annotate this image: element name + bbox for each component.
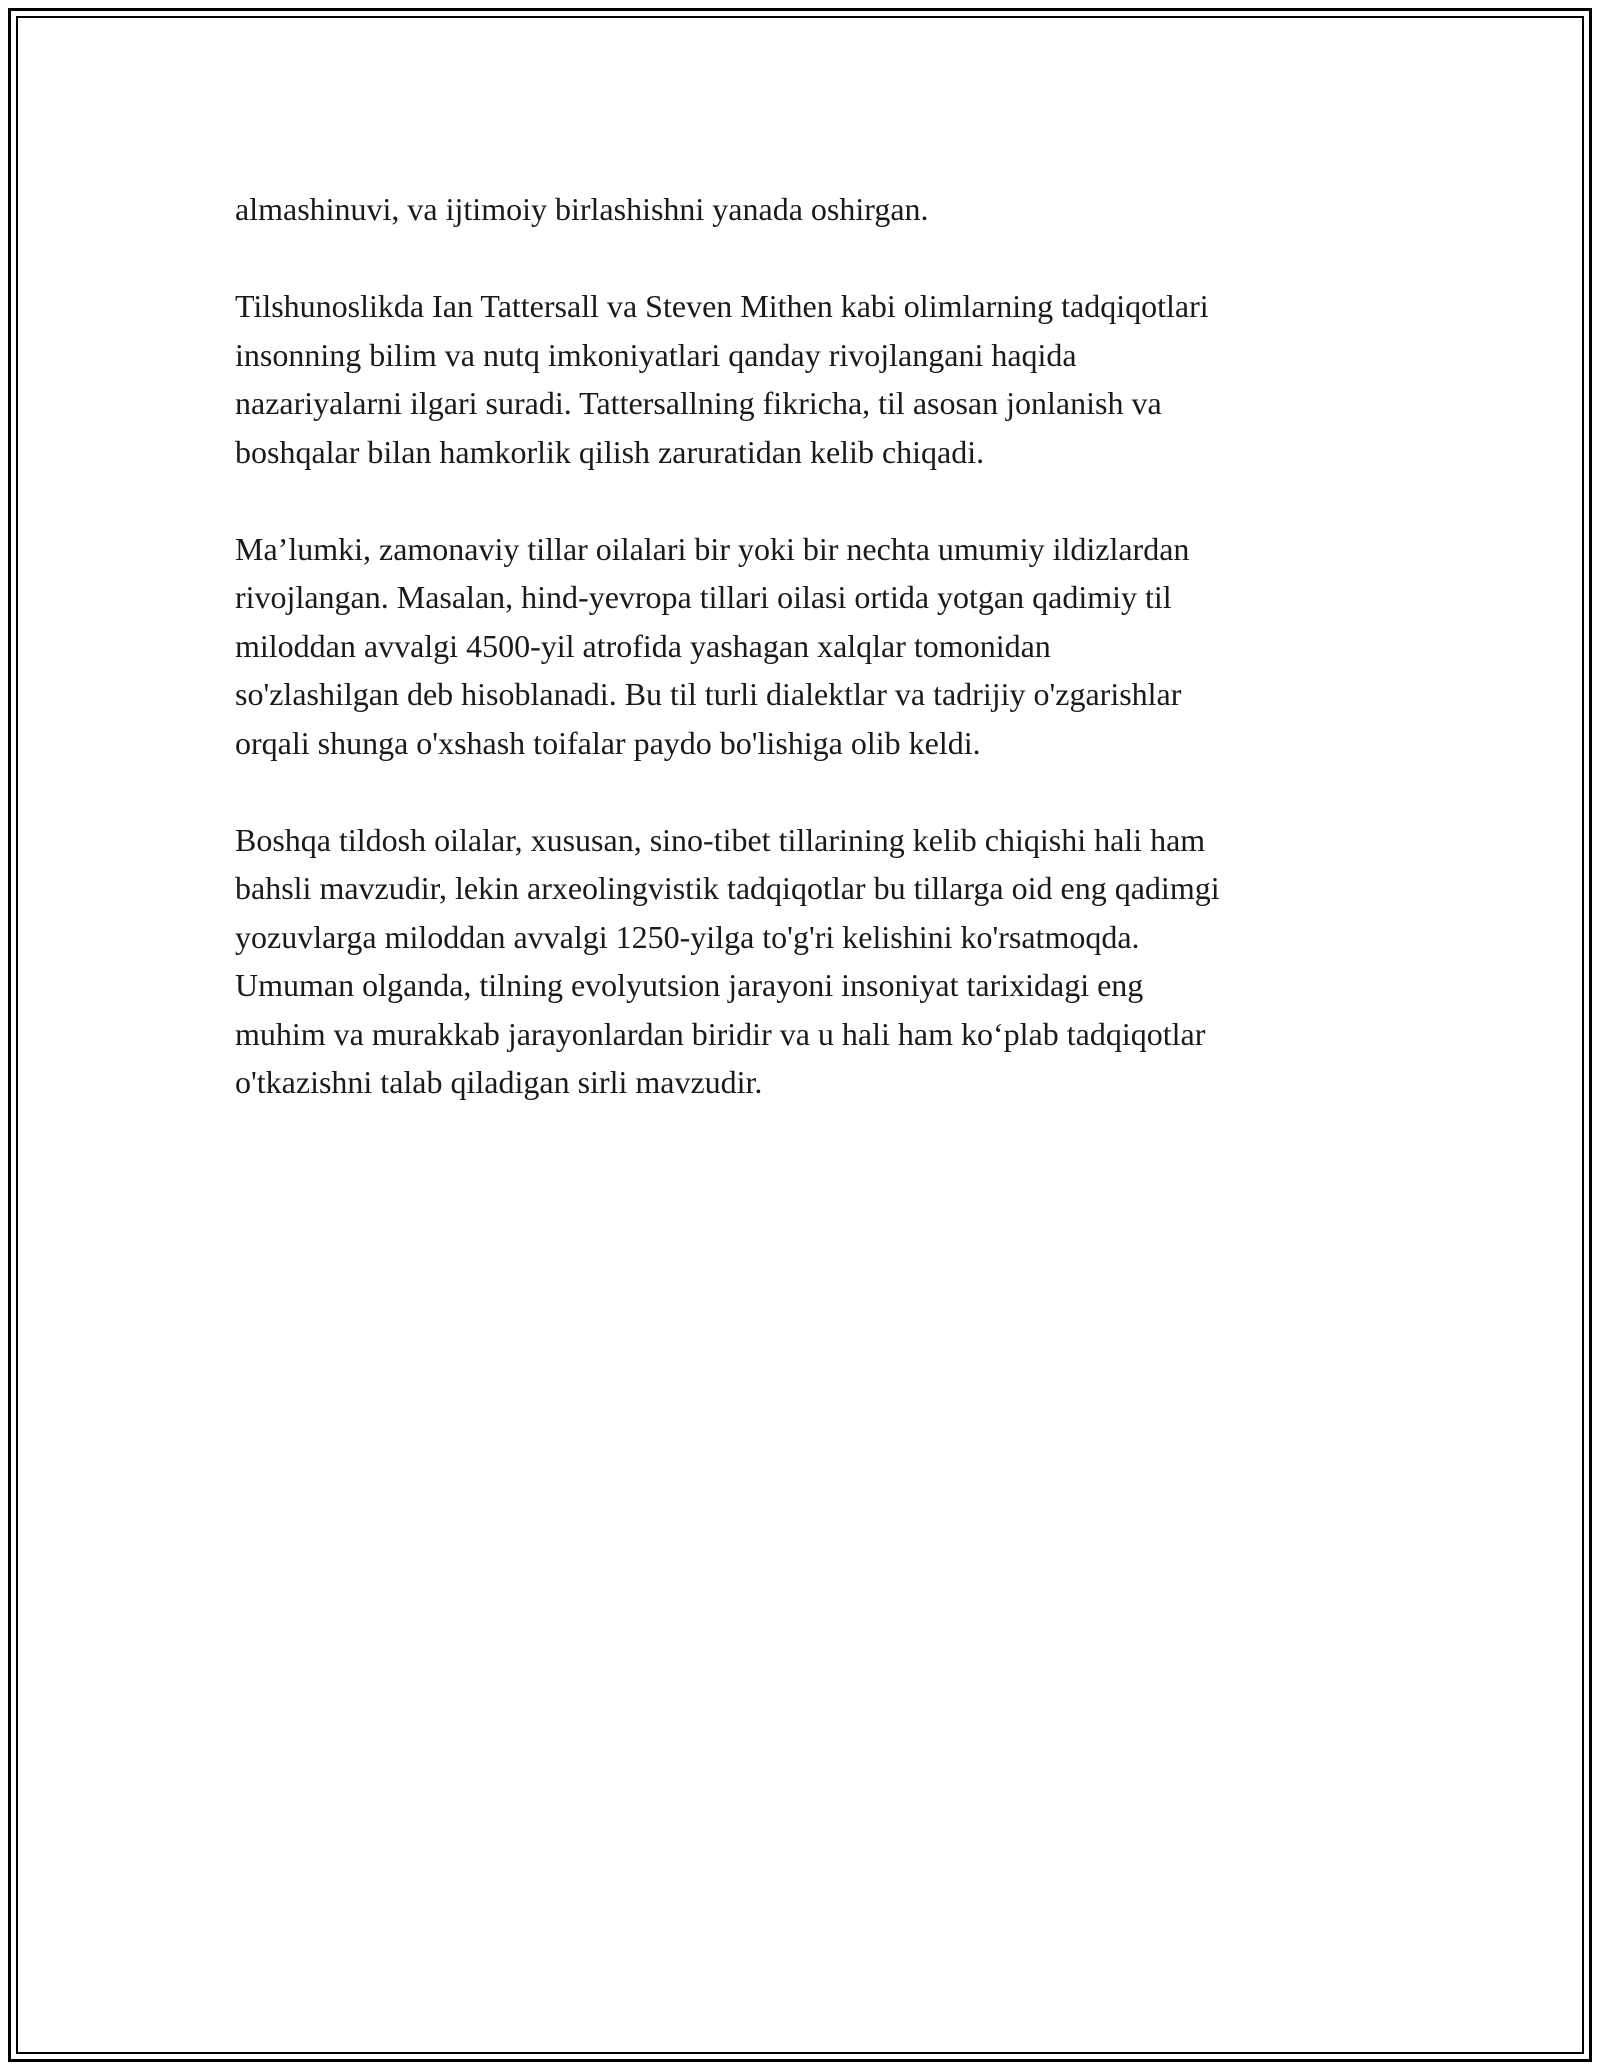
- paragraph-2: [235, 282, 1385, 476]
- text-line: Tilshunoslikda Ian Tattersall va Steven Mithen kabi olimlarning tadqiqotlari: [235, 288, 1209, 324]
- text-line: yozuvlarga miloddan avvalgi 1250-yilga to'g'ri kelishini ko'rsatmoqda.: [235, 918, 1140, 955]
- text-line: nazariyalarni ilgari suradi. Tattersallning fikricha, til asosan jonlanish va: [235, 385, 1162, 421]
- text-line: Ma’lumki, zamonaviy tillar oilalari bir yoki bir nechta umumiy ildizlardan: [235, 530, 1190, 567]
- text-line: bahsli mavzudir, lekin arxeolingvistik tadqiqotlar bu tillarga oid eng qadimgi: [235, 870, 1220, 906]
- text-line: so'zlashilgan deb hisoblanadi. Bu til turli dialektlar va tadrijiy o'zgarishlar: [235, 676, 1182, 712]
- paragraph-4: [235, 816, 1385, 1107]
- paragraph-3: [235, 525, 1385, 768]
- text-line: almashinuvi, va ijtimoiy birlashishni yanada oshirgan.: [235, 191, 929, 227]
- text-line: Boshqa tildosh oilalar, xususan, sino-tibet tillarining kelib chiqishi hali ham: [235, 821, 1206, 858]
- text-line: muhim va murakkab jarayonlardan biridir va u hali ham ko‘plab tadqiqotlar: [235, 1015, 1206, 1052]
- text-line: rivojlangan. Masalan, hind-yevropa tillari oilasi ortida yotgan qadimiy til: [235, 579, 1172, 615]
- document-body: [235, 185, 1385, 1155]
- text-line: o'tkazishni talab qiladigan sirli mavzudir.: [235, 1064, 763, 1100]
- paragraph-1: [235, 185, 1385, 234]
- text-line: insonning bilim va nutq imkoniyatlari qanday rivojlangani haqida: [235, 336, 1077, 373]
- text-line: orqali shunga o'xshash toifalar paydo bo'lishiga olib keldi.: [235, 724, 981, 761]
- text-line: boshqalar bilan hamkorlik qilish zaruratidan kelib chiqadi.: [235, 433, 985, 470]
- text-line: Umuman olganda, tilning evolyutsion jarayoni insoniyat tarixidagi eng: [235, 967, 1144, 1003]
- text-line: miloddan avvalgi 4500-yil atrofida yashagan xalqlar tomonidan: [235, 627, 1051, 664]
